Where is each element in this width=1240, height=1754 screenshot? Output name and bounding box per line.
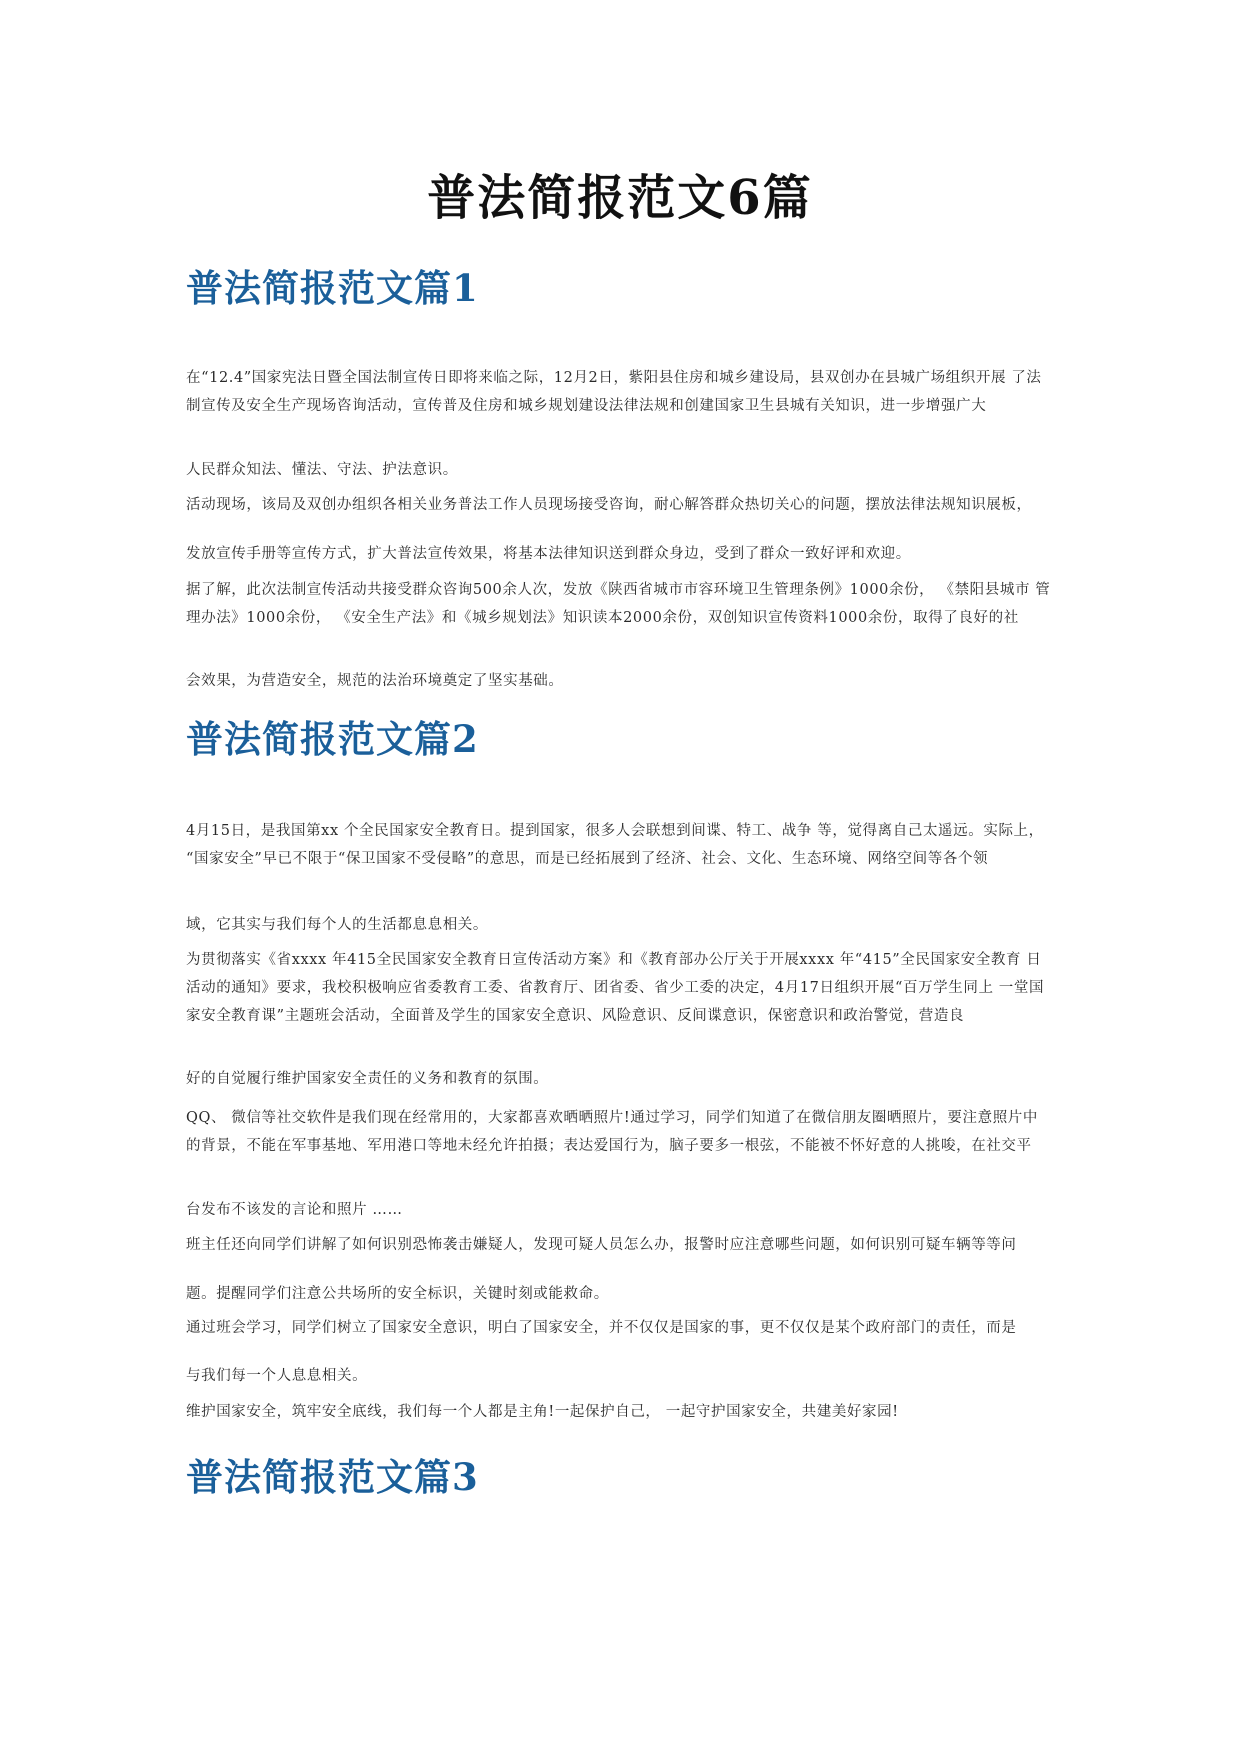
section-1-paragraph-4: 发放宣传手册等宣传方式，扩大普法宣传效果，将基本法律知识送到群众身边，受到了群众一致好评和欢迎。 bbox=[186, 546, 911, 562]
section-2-paragraph-10: 与我们每一个人息息相关。 bbox=[186, 1368, 368, 1384]
section-2-paragraph-6: 台发布不该发的言论和照片 …… bbox=[186, 1202, 403, 1218]
section-2-paragraph-9: 通过班会学习，同学们树立了国家安全意识，明白了国家安全，并不仅仅是国家的事，更不仅仅是某个政府部门的责任，而是 bbox=[186, 1320, 1017, 1336]
section-2-paragraph-11: 维护国家安全，筑牢安全底线，我们每一个人都是主角!一起保护自己， 一起守护国家安全，共建美好家园! bbox=[186, 1404, 899, 1420]
section-1-paragraph-2: 人民群众知法、懂法、守法、护法意识。 bbox=[186, 462, 458, 478]
section-2-paragraph-5: QQ、 微信等社交软件是我们现在经常用的，大家都喜欢晒晒照片!通过学习，同学们知道了在微信朋友圈晒照片，要注意照片中 的背景，不能在军事基地、军用港口等地未经允许拍摄；表达爱国行为，脑子要多一根弦，不能被不怀好意的人挑唆，在社交平 bbox=[186, 1110, 1039, 1154]
section-2-paragraph-2: 域，它其实与我们每个人的生活都息息相关。 bbox=[186, 917, 488, 933]
section-2-paragraph-3: 为贯彻落实《省xxxx 年415全民国家安全教育日宣传活动方案》和《教育部办公厅关于开展xxxx 年“415”全民国家安全教育 日活动的通知》要求，我校积极响应省委教育工委、省教育厅、团省委、省少工委的决定，4月17日组织开展“百万学生同上 一堂国家安全教育课”主题班会活动，全面普及学生的国家安全意识、风险意识、反间谍意识，保密意识和政治警觉，营造良 bbox=[186, 952, 1045, 1024]
section-2-paragraph-8: 题。提醒同学们注意公共场所的安全标识，关键时刻或能救命。 bbox=[186, 1286, 609, 1302]
section-1-paragraph-3: 活动现场，该局及双创办组织各相关业务普法工作人员现场接受咨询，耐心解答群众热切关心的问题，摆放法律法规知识展板， bbox=[186, 497, 1032, 513]
section-2-paragraph-7: 班主任还向同学们讲解了如何识别恐怖袭击嫌疑人，发现可疑人员怎么办，报警时应注意哪些问题，如何识别可疑车辆等等问 bbox=[186, 1237, 1017, 1253]
section-1-paragraph-5: 据了解，此次法制宣传活动共接受群众咨询500余人次，发放《陕西省城市市容环境卫生管理条例》1000余份， 《禁阳县城市 管理办法》1000余份， 《安全生产法》和《城乡规划法》知识读本2000余份，双创知识宣传资料1000余份，取得了良好的社 bbox=[186, 582, 1051, 626]
section-heading-2: 普法简报范文篇2 bbox=[186, 717, 479, 761]
section-heading-1: 普法简报范文篇1 bbox=[186, 266, 479, 310]
section-2-paragraph-1: 4月15日，是我国第xx 个全民国家安全教育日。提到国家，很多人会联想到间谍、特工、战争 等，觉得离自己太遥远。实际上， “国家安全”早已不限于“保卫国家不受侵略”的意思，而是已经拓展到了经济、社会、文化、生态环境、网络空间等各个领 bbox=[186, 823, 1044, 867]
document-title: 普法简报范文6篇 bbox=[427, 170, 813, 226]
section-1-paragraph-1: 在“12.4”国家宪法日暨全国法制宣传日即将来临之际，12月2日，紫阳县住房和城乡建设局，县双创办在县城广场组织开展 了法制宣传及安全生产现场咨询活动，宣传普及住房和城乡规划建设法律法规和创建国家卫生县城有关知识，进一步增强广大 bbox=[186, 370, 1042, 414]
section-1-paragraph-6: 会效果，为营造安全，规范的法治环境奠定了坚实基础。 bbox=[186, 673, 564, 689]
section-heading-3: 普法简报范文篇3 bbox=[186, 1455, 479, 1499]
section-2-paragraph-4: 好的自觉履行维护国家安全责任的义务和教育的氛围。 bbox=[186, 1071, 549, 1087]
